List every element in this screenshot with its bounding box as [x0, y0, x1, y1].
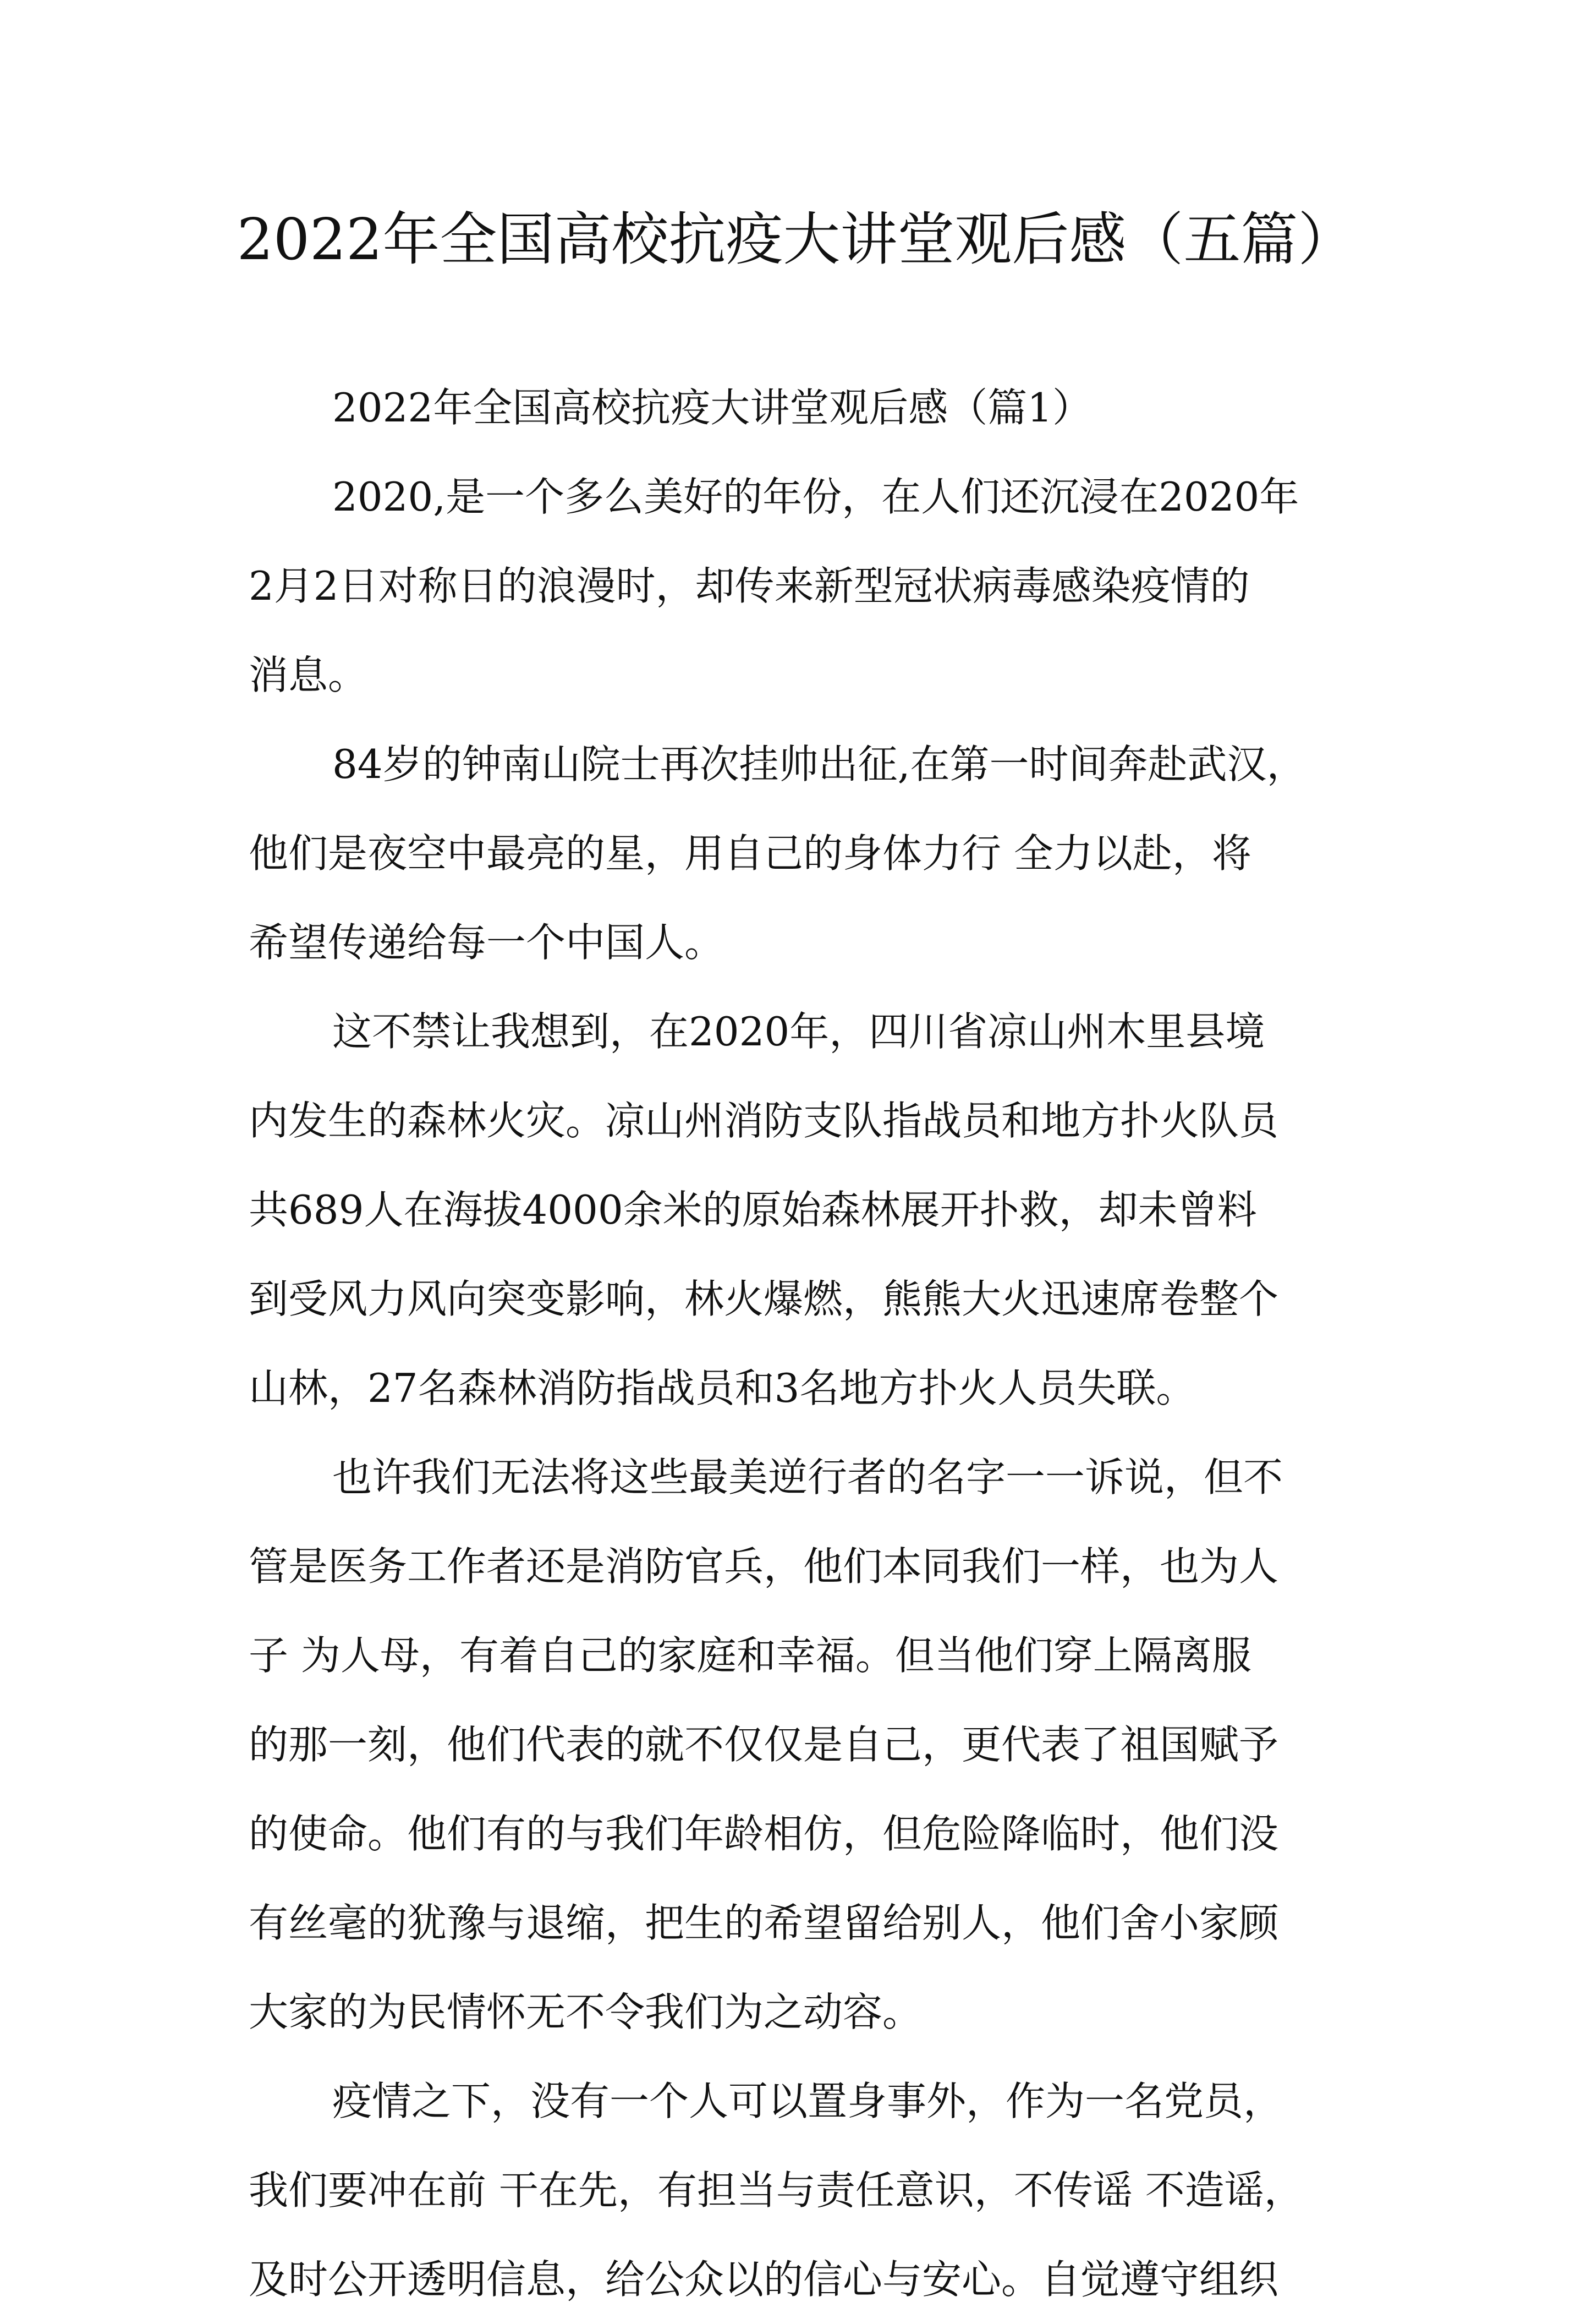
text-line: 这不禁让我想到，在2020年，四川省凉山州木里县境: [332, 1008, 1265, 1055]
paragraph-1: [249, 452, 1360, 720]
text-line: 消息。: [249, 652, 368, 698]
text-line: 到受风力风向突变影响，林火爆燃，熊熊大火迅速席卷整个: [249, 1276, 1279, 1322]
text-line: 我们要冲在前 干在先，有担当与责任意识，不传谣 不造谣，: [249, 2167, 1304, 2213]
text-line: 的那一刻，他们代表的就不仅仅是自己，更代表了祖国赋予: [249, 1722, 1279, 1768]
text-line: 2020,是一个多么美好的年份，在人们还沉浸在2020年: [332, 474, 1299, 520]
document-title: 2022年全国高校抗疫大讲堂观后感（五篇）: [237, 206, 1355, 273]
text-line: 84岁的钟南山院士再次挂帅出征,在第一时间奔赴武汉，: [332, 741, 1306, 787]
paragraph-5: [249, 2057, 1360, 2324]
text-line: 疫情之下，没有一个人可以置身事外，作为一名党员，: [332, 2078, 1283, 2124]
text-line: 的使命。他们有的与我们年龄相仿，但危险降临时，他们没: [249, 1811, 1279, 1857]
text-line: 他们是夜空中最亮的星，用自己的身体力行 全力以赴，将: [249, 830, 1251, 876]
text-line: 大家的为民情怀无不令我们为之动容。: [249, 1989, 923, 2035]
paragraph-4: [249, 1433, 1360, 2057]
text-line: 管是医务工作者还是消防官兵，他们本同我们一样，也为人: [249, 1543, 1279, 1589]
text-line: 有丝毫的犹豫与退缩，把生的希望留给别人，他们舍小家顾: [249, 1900, 1279, 1946]
text-line: 共689人在海拔4000余米的原始森林展开扑救，却未曾料: [249, 1187, 1257, 1233]
text-line: 2月2日对称日的浪漫时，却传来新型冠状病毒感染疫情的: [249, 563, 1250, 609]
text-line: 子 为人母，有着自己的家庭和幸福。但当他们穿上隔离服: [249, 1632, 1251, 1679]
text-line: 希望传递给每一个中国人。: [249, 919, 724, 966]
text-line: 及时公开透明信息，给公众以的信心与安心。自觉遵守组织: [249, 2256, 1279, 2303]
text-line: 也许我们无法将这些最美逆行者的名字一一诉说，但不: [332, 1454, 1283, 1500]
text-line: 山林，27名森林消防指战员和3名地方扑火人员失联。: [249, 1365, 1196, 1411]
text-line: 内发生的森林火灾。凉山州消防支队指战员和地方扑火队员: [249, 1098, 1279, 1144]
paragraph-2: [249, 720, 1360, 987]
document-body: [249, 363, 1360, 2324]
section-heading: 2022年全国高校抗疫大讲堂观后感（篇1）: [332, 385, 1093, 431]
paragraph-3: [249, 987, 1360, 1433]
